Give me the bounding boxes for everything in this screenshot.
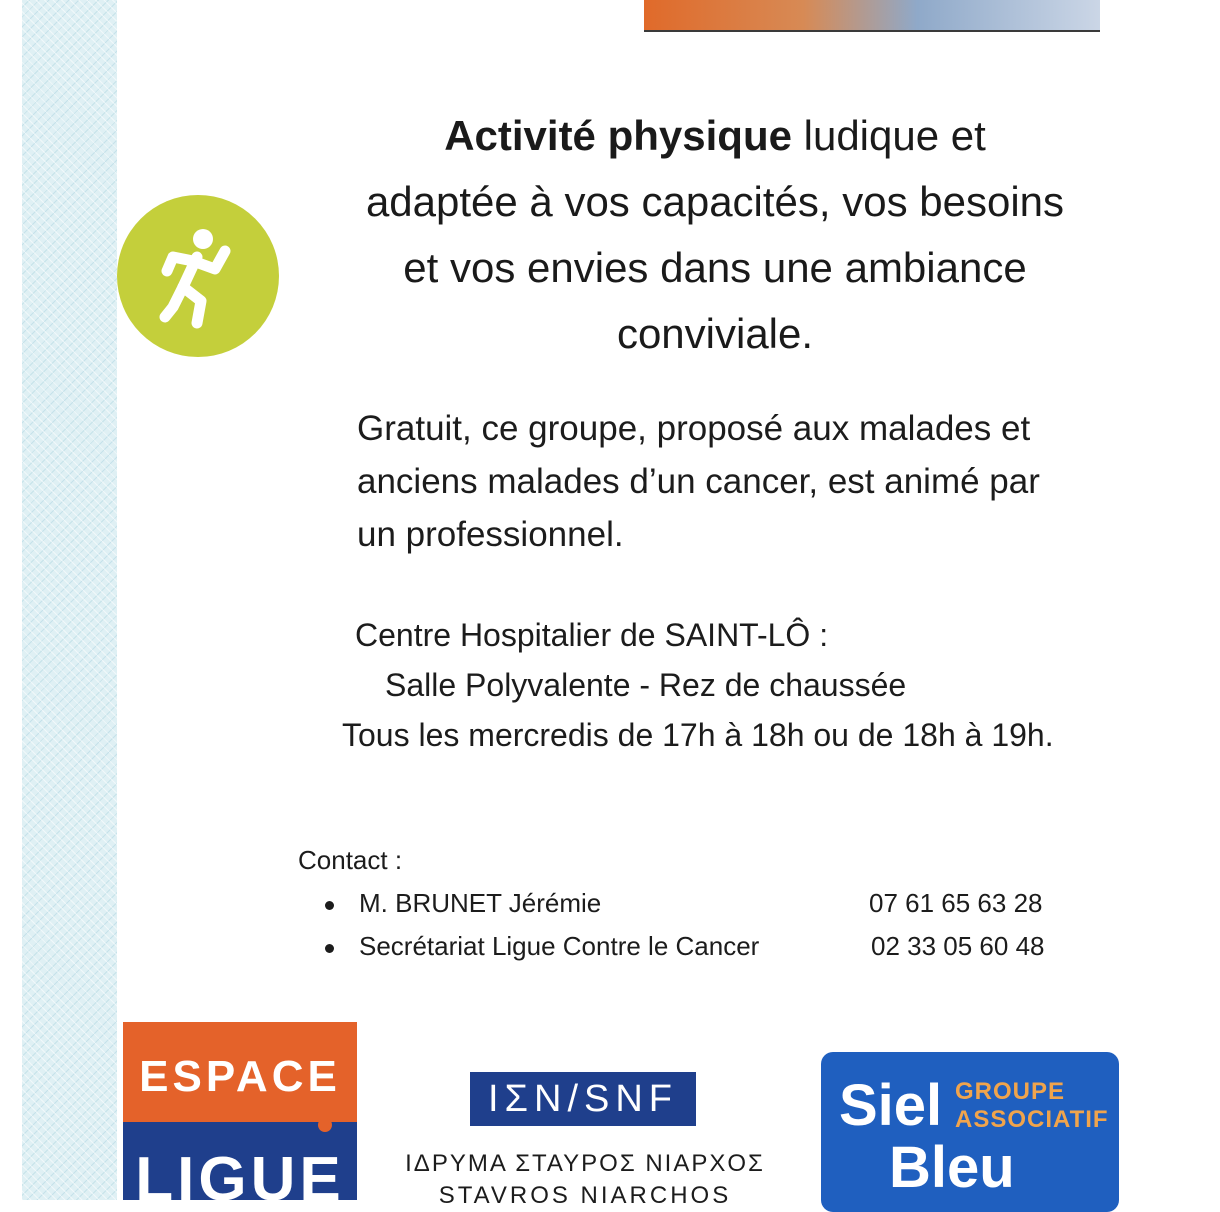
description-line-1: Gratuit, ce groupe, proposé aux malades et	[357, 409, 1031, 448]
snf-logo: ΙΣΝ/SNF	[470, 1072, 696, 1126]
contact-row	[325, 931, 1085, 965]
contact-label: Contact :	[298, 845, 403, 875]
location-venue: Centre Hospitalier de SAINT-LÔ :	[355, 617, 829, 653]
headline-line-3: et vos envies dans une ambiance	[403, 244, 1027, 291]
espace-ligue-logo-word1: ESPACE	[139, 1052, 341, 1101]
top-photo-fragment	[644, 0, 1100, 32]
siel-bleu-logo-siel: Siel	[839, 1073, 943, 1138]
siel-bleu-logo	[821, 1052, 1119, 1212]
siel-bleu-logo-associatif: ASSOCIATIF	[955, 1106, 1109, 1133]
description-paragraph	[357, 402, 1117, 561]
description-line-2: anciens malades d’un cancer, est animé par	[357, 462, 1040, 501]
headline-line-1	[330, 103, 1100, 169]
location-schedule: Tous les mercredis de 17h à 18h ou de 18h à 19h.	[342, 717, 1054, 753]
headline-line-1-rest: ludique et	[791, 112, 986, 159]
espace-ligue-logo	[123, 1022, 357, 1200]
contact-name: M. BRUNET Jérémie	[359, 888, 602, 918]
snf-logo-latin: STAVROS NIARCHOS	[438, 1182, 732, 1209]
headline-line-2: adaptée à vos capacités, vos besoins	[365, 178, 1065, 225]
contact-row	[325, 888, 1085, 922]
activity-badge	[117, 195, 279, 357]
contact-name: Secrétariat Ligue Contre le Cancer	[359, 931, 760, 961]
description-line-3: un professionnel.	[357, 515, 624, 554]
headline-line-4: conviviale.	[616, 310, 814, 357]
headline	[330, 103, 1100, 367]
contact-phone: 02 33 05 60 48	[871, 931, 1045, 961]
siel-bleu-logo-groupe: GROUPE	[955, 1078, 1066, 1105]
headline-emphasis: Activité physique	[444, 112, 792, 159]
decorative-side-strip	[22, 0, 117, 1200]
running-person-icon	[117, 195, 279, 357]
location-room: Salle Polyvalente - Rez de chaussée	[385, 667, 907, 703]
espace-ligue-logo-dot	[318, 1118, 332, 1132]
siel-bleu-logo-bleu: Bleu	[889, 1135, 1015, 1200]
espace-ligue-logo-word2: LIGUE	[135, 1145, 345, 1200]
bullet-icon	[325, 944, 334, 953]
bullet-icon	[325, 901, 334, 910]
contact-phone: 07 61 65 63 28	[869, 888, 1043, 918]
snf-logo-greek: ΙΔΡΥΜΑ ΣΤΑΥΡΟΣ ΝΙΑΡΧΟΣ	[405, 1150, 765, 1177]
